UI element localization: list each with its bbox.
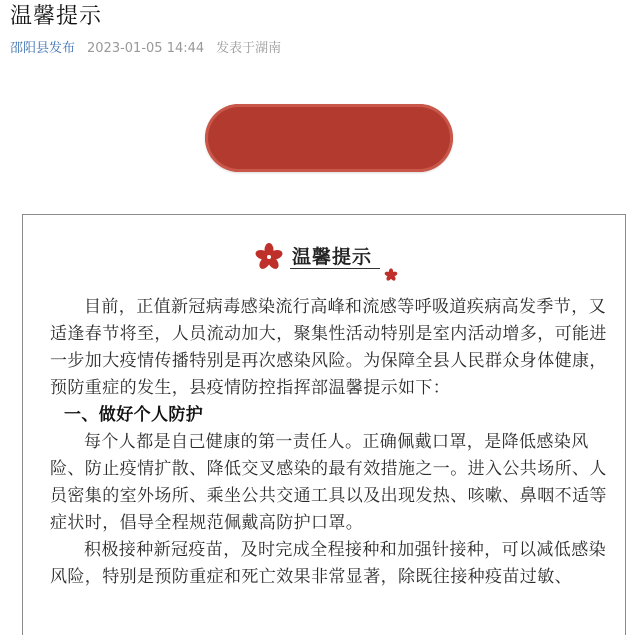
publish-location: 发表于湖南 xyxy=(216,41,282,56)
intro-paragraph: 目前，正值新冠病毒感染流行高峰和流感等呼吸道疾病高发季节，又适逢春节将至，人员流动加大，聚集性活动特别是室内活动增多，可能进一步加大疫情传播特别是再次感染风险。为保障全县人民群众身体健康，预防重症的发生，县疫情防控指挥部温馨提示如下： xyxy=(50,297,607,398)
publish-datetime: 2023-01-05 14:44 xyxy=(87,41,205,56)
notice-title: 温馨提示 xyxy=(292,246,373,268)
notice-body xyxy=(50,294,622,591)
article-meta xyxy=(10,40,281,58)
small-flower-icon xyxy=(384,268,398,282)
mask-paragraph: 每个人都是自己健康的第一责任人。正确佩戴口罩，是降低感染风险、防止疫情扩散、降低交叉感染的最有效措施之一。进入公共场所、人员密集的室外场所、乘坐公共交通工具以及出现发热、咳嗽、鼻咽不适等症状时，倡导全程规范佩戴高防护口罩。 xyxy=(50,432,607,533)
vaccine-paragraph: 积极接种新冠疫苗，及时完成全程接种和加强针接种，可以减低感染风险，特别是预防重症和死亡效果非常显著，除既往接种疫苗过敏、 xyxy=(50,540,606,587)
author-link[interactable]: 邵阳县发布 xyxy=(10,41,76,56)
banner-pill xyxy=(205,104,453,172)
section-heading-personal-protection: 一、做好个人防护 xyxy=(64,405,204,425)
title-underline xyxy=(290,268,380,269)
page-title: 温馨提示 xyxy=(10,4,103,29)
flower-icon xyxy=(254,242,284,272)
